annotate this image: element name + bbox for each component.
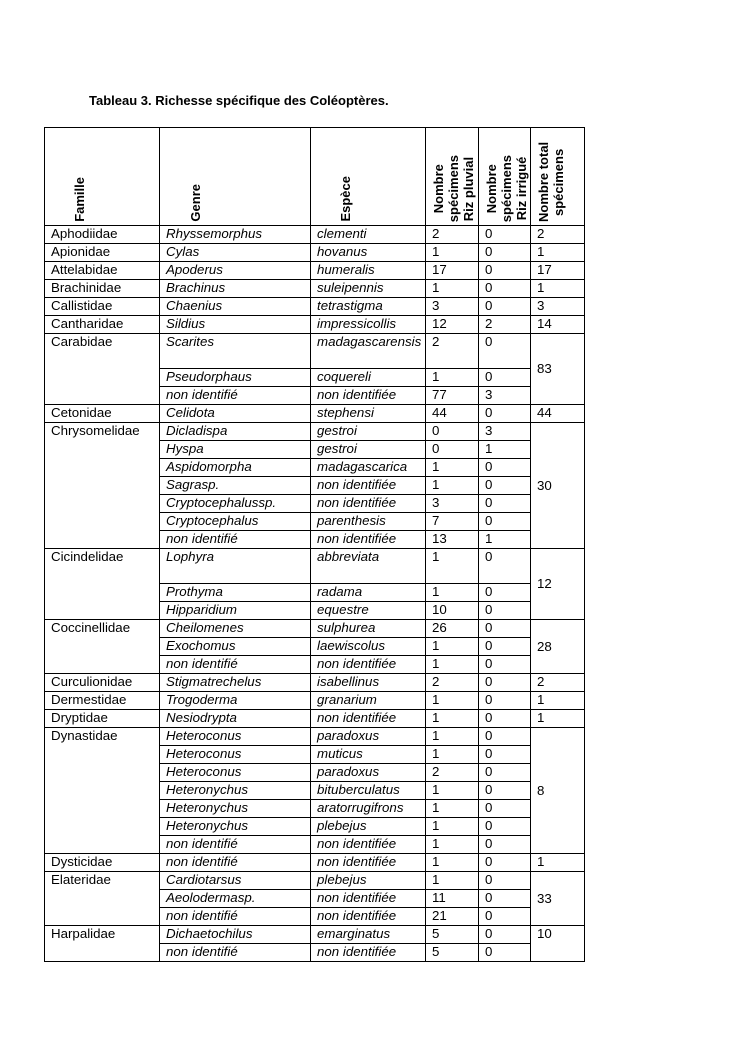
pluvial-cell: 1	[426, 818, 479, 836]
irrigue-cell: 0	[479, 764, 531, 782]
irrigue-cell: 2	[479, 316, 531, 334]
pluvial-cell: 5	[426, 944, 479, 962]
pluvial-cell: 21	[426, 908, 479, 926]
famille-cell: Cicindelidae	[45, 549, 160, 620]
pluvial-cell: 1	[426, 710, 479, 728]
espece-cell: non identifiée	[311, 531, 426, 549]
famille-cell: Dynastidae	[45, 728, 160, 854]
genre-cell: Heteronychus	[160, 782, 311, 800]
famille-cell: Dermestidae	[45, 692, 160, 710]
pluvial-cell: 1	[426, 854, 479, 872]
pluvial-cell: 1	[426, 872, 479, 890]
irrigue-cell: 0	[479, 584, 531, 602]
famille-cell: Attelabidae	[45, 262, 160, 280]
total-cell: 12	[531, 549, 585, 620]
table-row	[45, 710, 585, 728]
pluvial-cell: 0	[426, 423, 479, 441]
genre-cell: non identifié	[160, 387, 311, 405]
pluvial-cell: 7	[426, 513, 479, 531]
espece-cell: plebejus	[311, 872, 426, 890]
table-row	[45, 423, 585, 441]
espece-cell: gestroi	[311, 441, 426, 459]
espece-cell: radama	[311, 584, 426, 602]
genre-cell: Exochomus	[160, 638, 311, 656]
espece-cell: impressicollis	[311, 316, 426, 334]
total-cell: 1	[531, 244, 585, 262]
genre-cell: Cryptocephalus	[160, 513, 311, 531]
pluvial-cell: 10	[426, 602, 479, 620]
irrigue-cell: 0	[479, 602, 531, 620]
table-row	[45, 728, 585, 746]
irrigue-cell: 0	[479, 405, 531, 423]
genre-cell: Cardiotarsus	[160, 872, 311, 890]
table-row	[45, 692, 585, 710]
header-famille	[45, 128, 160, 226]
pluvial-cell: 1	[426, 800, 479, 818]
espece-cell: isabellinus	[311, 674, 426, 692]
famille-cell: Dysticidae	[45, 854, 160, 872]
genre-cell: Heteroconus	[160, 764, 311, 782]
genre-cell: non identifié	[160, 908, 311, 926]
pluvial-cell: 1	[426, 656, 479, 674]
irrigue-cell: 0	[479, 746, 531, 764]
irrigue-cell: 0	[479, 782, 531, 800]
header-nb-irrigue	[479, 128, 531, 226]
genre-cell: Lophyra	[160, 549, 311, 584]
irrigue-cell: 0	[479, 710, 531, 728]
pluvial-cell: 3	[426, 298, 479, 316]
genre-cell: Pseudorphaus	[160, 369, 311, 387]
table-body	[45, 226, 585, 962]
genre-cell: Chaenius	[160, 298, 311, 316]
header-espece	[311, 128, 426, 226]
total-cell: 1	[531, 710, 585, 728]
genre-cell: Nesiodrypta	[160, 710, 311, 728]
total-cell: 30	[531, 423, 585, 549]
genre-cell: Dicladispa	[160, 423, 311, 441]
irrigue-cell: 0	[479, 298, 531, 316]
genre-cell: Hipparidium	[160, 602, 311, 620]
espece-cell: non identifiée	[311, 854, 426, 872]
espece-cell: hovanus	[311, 244, 426, 262]
pluvial-cell: 1	[426, 477, 479, 495]
pluvial-cell: 1	[426, 692, 479, 710]
genre-cell: Celidota	[160, 405, 311, 423]
irrigue-cell: 0	[479, 674, 531, 692]
famille-cell: Coccinellidae	[45, 620, 160, 674]
total-cell: 1	[531, 280, 585, 298]
header-nb-pluvial	[426, 128, 479, 226]
total-cell: 14	[531, 316, 585, 334]
pluvial-cell: 1	[426, 280, 479, 298]
pluvial-cell: 5	[426, 926, 479, 944]
espece-cell: non identifiée	[311, 836, 426, 854]
genre-cell: Aspidomorpha	[160, 459, 311, 477]
famille-cell: Cantharidae	[45, 316, 160, 334]
irrigue-cell: 0	[479, 926, 531, 944]
irrigue-cell: 0	[479, 638, 531, 656]
famille-cell: Carabidae	[45, 334, 160, 405]
table-row	[45, 620, 585, 638]
espece-cell: laewiscolus	[311, 638, 426, 656]
total-cell: 28	[531, 620, 585, 674]
irrigue-cell: 0	[479, 262, 531, 280]
irrigue-cell: 0	[479, 226, 531, 244]
header-nb-total-text: Nombre total spécimens	[536, 142, 566, 222]
famille-cell: Elateridae	[45, 872, 160, 926]
pluvial-cell: 2	[426, 334, 479, 369]
espece-cell: gestroi	[311, 423, 426, 441]
total-cell: 3	[531, 298, 585, 316]
genre-cell: Cheilomenes	[160, 620, 311, 638]
espece-cell: madagascarica	[311, 459, 426, 477]
famille-cell: Curculionidae	[45, 674, 160, 692]
header-espece-text: Espèce	[338, 176, 353, 222]
famille-cell: Dryptidae	[45, 710, 160, 728]
genre-cell: Dichaetochilus	[160, 926, 311, 944]
irrigue-cell: 0	[479, 854, 531, 872]
header-famille-text: Famille	[72, 177, 87, 222]
genre-cell: Apoderus	[160, 262, 311, 280]
espece-cell: humeralis	[311, 262, 426, 280]
irrigue-cell: 0	[479, 944, 531, 962]
irrigue-cell: 1	[479, 441, 531, 459]
genre-cell: Aeolodermasp.	[160, 890, 311, 908]
pluvial-cell: 1	[426, 549, 479, 584]
irrigue-cell: 3	[479, 423, 531, 441]
espece-cell: parenthesis	[311, 513, 426, 531]
espece-cell: non identifiée	[311, 495, 426, 513]
header-row	[45, 128, 585, 226]
espece-cell: muticus	[311, 746, 426, 764]
famille-cell: Harpalidae	[45, 926, 160, 962]
famille-cell: Callistidae	[45, 298, 160, 316]
pluvial-cell: 77	[426, 387, 479, 405]
pluvial-cell: 17	[426, 262, 479, 280]
espece-cell: madagascarensis	[311, 334, 426, 369]
irrigue-cell: 3	[479, 387, 531, 405]
irrigue-cell: 0	[479, 549, 531, 584]
pluvial-cell: 2	[426, 674, 479, 692]
genre-cell: Hyspa	[160, 441, 311, 459]
genre-cell: non identifié	[160, 944, 311, 962]
espece-cell: non identifiée	[311, 387, 426, 405]
genre-cell: Prothyma	[160, 584, 311, 602]
table-row	[45, 226, 585, 244]
irrigue-cell: 0	[479, 728, 531, 746]
table-row	[45, 298, 585, 316]
table-row	[45, 244, 585, 262]
genre-cell: non identifié	[160, 531, 311, 549]
genre-cell: Heteronychus	[160, 800, 311, 818]
famille-cell: Apionidae	[45, 244, 160, 262]
table-row	[45, 549, 585, 584]
pluvial-cell: 1	[426, 728, 479, 746]
espece-cell: stephensi	[311, 405, 426, 423]
pluvial-cell: 44	[426, 405, 479, 423]
genre-cell: Rhyssemorphus	[160, 226, 311, 244]
genre-cell: Sagrasp.	[160, 477, 311, 495]
irrigue-cell: 0	[479, 495, 531, 513]
genre-cell: non identifié	[160, 854, 311, 872]
irrigue-cell: 0	[479, 620, 531, 638]
irrigue-cell: 0	[479, 477, 531, 495]
irrigue-cell: 0	[479, 459, 531, 477]
genre-cell: Heteroconus	[160, 728, 311, 746]
espece-cell: emarginatus	[311, 926, 426, 944]
irrigue-cell: 0	[479, 692, 531, 710]
table-row	[45, 674, 585, 692]
espece-cell: abbreviata	[311, 549, 426, 584]
irrigue-cell: 0	[479, 800, 531, 818]
famille-cell: Cetonidae	[45, 405, 160, 423]
irrigue-cell: 0	[479, 244, 531, 262]
pluvial-cell: 3	[426, 495, 479, 513]
total-cell: 1	[531, 692, 585, 710]
espece-cell: paradoxus	[311, 764, 426, 782]
irrigue-cell: 0	[479, 908, 531, 926]
pluvial-cell: 2	[426, 226, 479, 244]
pluvial-cell: 0	[426, 441, 479, 459]
espece-cell: non identifiée	[311, 477, 426, 495]
header-nb-irrigue-text: Nombre spécimens Riz irrigué	[484, 154, 529, 222]
irrigue-cell: 0	[479, 836, 531, 854]
espece-cell: non identifiée	[311, 656, 426, 674]
irrigue-cell: 0	[479, 334, 531, 369]
irrigue-cell: 0	[479, 280, 531, 298]
espece-cell: non identifiée	[311, 890, 426, 908]
irrigue-cell: 0	[479, 656, 531, 674]
table-title: Tableau 3. Richesse spécifique des Coléoptères.	[89, 93, 389, 108]
espece-cell: tetrastigma	[311, 298, 426, 316]
espece-cell: clementi	[311, 226, 426, 244]
header-genre	[160, 128, 311, 226]
espece-cell: coquereli	[311, 369, 426, 387]
table-row	[45, 316, 585, 334]
header-nb-total	[531, 128, 585, 226]
genre-cell: Heteronychus	[160, 818, 311, 836]
genre-cell: Trogoderma	[160, 692, 311, 710]
table-row	[45, 334, 585, 369]
genre-cell: Heteroconus	[160, 746, 311, 764]
famille-cell: Brachinidae	[45, 280, 160, 298]
total-cell: 1	[531, 854, 585, 872]
pluvial-cell: 12	[426, 316, 479, 334]
genre-cell: Scarites	[160, 334, 311, 369]
irrigue-cell: 0	[479, 872, 531, 890]
famille-cell: Chrysomelidae	[45, 423, 160, 549]
total-cell: 83	[531, 334, 585, 405]
genre-cell: Cylas	[160, 244, 311, 262]
genre-cell: Sildius	[160, 316, 311, 334]
genre-cell: non identifié	[160, 656, 311, 674]
genre-cell: Cryptocephalussp.	[160, 495, 311, 513]
table-row	[45, 926, 585, 944]
irrigue-cell: 1	[479, 531, 531, 549]
irrigue-cell: 0	[479, 369, 531, 387]
genre-cell: non identifié	[160, 836, 311, 854]
espece-cell: granarium	[311, 692, 426, 710]
pluvial-cell: 26	[426, 620, 479, 638]
pluvial-cell: 1	[426, 459, 479, 477]
espece-cell: aratorrugifrons	[311, 800, 426, 818]
table-row	[45, 854, 585, 872]
irrigue-cell: 0	[479, 890, 531, 908]
pluvial-cell: 1	[426, 746, 479, 764]
species-richness-table	[44, 127, 585, 962]
pluvial-cell: 1	[426, 782, 479, 800]
table-row	[45, 405, 585, 423]
total-cell: 33	[531, 872, 585, 926]
espece-cell: suleipennis	[311, 280, 426, 298]
total-cell: 2	[531, 674, 585, 692]
pluvial-cell: 11	[426, 890, 479, 908]
pluvial-cell: 1	[426, 369, 479, 387]
total-cell: 2	[531, 226, 585, 244]
espece-cell: bituberculatus	[311, 782, 426, 800]
total-cell: 8	[531, 728, 585, 854]
table-row	[45, 280, 585, 298]
table-row	[45, 262, 585, 280]
total-cell: 17	[531, 262, 585, 280]
genre-cell: Stigmatrechelus	[160, 674, 311, 692]
pluvial-cell: 13	[426, 531, 479, 549]
espece-cell: non identifiée	[311, 908, 426, 926]
espece-cell: plebejus	[311, 818, 426, 836]
total-cell: 44	[531, 405, 585, 423]
famille-cell: Aphodiidae	[45, 226, 160, 244]
pluvial-cell: 1	[426, 836, 479, 854]
pluvial-cell: 1	[426, 638, 479, 656]
espece-cell: sulphurea	[311, 620, 426, 638]
pluvial-cell: 1	[426, 244, 479, 262]
irrigue-cell: 0	[479, 513, 531, 531]
espece-cell: equestre	[311, 602, 426, 620]
espece-cell: paradoxus	[311, 728, 426, 746]
pluvial-cell: 2	[426, 764, 479, 782]
espece-cell: non identifiée	[311, 710, 426, 728]
pluvial-cell: 1	[426, 584, 479, 602]
table-row	[45, 872, 585, 890]
header-nb-pluvial-text: Nombre spécimens Riz pluvial	[431, 154, 476, 222]
total-cell: 10	[531, 926, 585, 962]
irrigue-cell: 0	[479, 818, 531, 836]
header-genre-text: Genre	[188, 184, 203, 222]
espece-cell: non identifiée	[311, 944, 426, 962]
genre-cell: Brachinus	[160, 280, 311, 298]
